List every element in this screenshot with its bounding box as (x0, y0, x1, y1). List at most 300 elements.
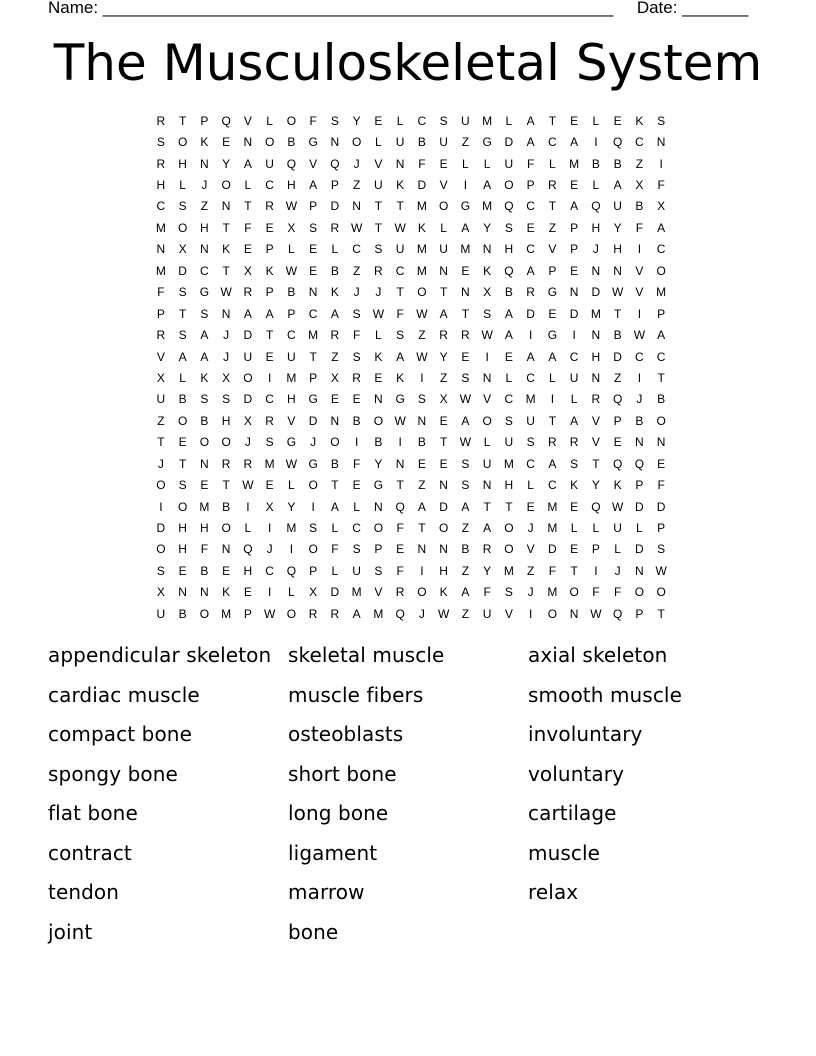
grid-letter: L (505, 370, 513, 385)
grid-letter: Q (395, 606, 405, 621)
grid-letter: O (504, 521, 514, 536)
grid-letter: H (221, 413, 231, 428)
grid-letter: N (591, 263, 601, 278)
grid-letter: Z (635, 156, 644, 171)
grid-letter: G (547, 285, 558, 300)
word-list-item: muscle fibers (288, 682, 424, 707)
grid-letter: C (308, 306, 318, 321)
grid-letter: V (504, 606, 513, 621)
grid-letter: A (461, 413, 470, 428)
grid-letter: O (308, 478, 318, 493)
grid-letter: I (594, 563, 598, 578)
grid-letter: Q (591, 199, 601, 214)
grid-letter: S (156, 135, 165, 150)
grid-row (150, 389, 672, 410)
grid-letter: K (417, 220, 426, 235)
grid-letter: N (330, 413, 340, 428)
grid-letter: H (200, 521, 209, 536)
grid-letter: O (504, 178, 514, 193)
grid-letter: M (416, 199, 427, 214)
grid-letter: T (374, 220, 383, 235)
grid-letter: W (590, 606, 602, 621)
grid-letter: N (200, 156, 209, 171)
grid-letter: H (200, 220, 209, 235)
grid-letter: L (179, 370, 186, 385)
grid-letter: B (461, 542, 470, 557)
grid-letter: O (656, 585, 666, 600)
grid-letter: G (199, 285, 210, 300)
grid-letter: U (395, 135, 405, 150)
grid-letter: L (353, 499, 360, 514)
grid-letter: A (613, 178, 622, 193)
word-list-item: joint (48, 919, 93, 944)
grid-letter: S (178, 199, 187, 214)
grid-letter: Z (331, 349, 339, 364)
grid-letter: T (331, 478, 339, 493)
grid-letter: R (548, 178, 557, 193)
grid-letter: A (483, 521, 492, 536)
grid-letter: U (243, 349, 253, 364)
grid-letter: I (267, 370, 272, 385)
grid-letter: L (288, 478, 295, 493)
grid-letter: X (222, 370, 231, 385)
grid-letter: G (395, 392, 405, 407)
word-list-item: cardiac muscle (48, 682, 200, 707)
grid-letter: U (526, 413, 535, 428)
grid-letter: B (178, 392, 187, 407)
grid-letter: U (439, 135, 448, 150)
grid-letter: N (417, 413, 427, 428)
grid-letter: J (310, 435, 317, 450)
grid-letter: Z (157, 413, 165, 428)
grid-letter: D (439, 499, 448, 514)
grid-letter: E (243, 242, 252, 257)
grid-letter: N (156, 242, 166, 257)
grid-letter: J (375, 285, 382, 300)
grid-letter: E (548, 306, 557, 321)
grid-letter: C (526, 456, 535, 471)
grid-letter: W (242, 478, 254, 493)
grid-letter: D (635, 542, 644, 557)
grid-letter: A (526, 113, 535, 128)
grid-letter: N (635, 435, 644, 450)
grid-letter: N (308, 285, 318, 300)
word-list-item: smooth muscle (528, 682, 682, 707)
grid-letter: R (265, 413, 274, 428)
grid-letter: V (635, 263, 644, 278)
grid-row (150, 453, 672, 474)
grid-letter: X (287, 220, 296, 235)
grid-letter: C (656, 349, 666, 364)
grid-letter: O (156, 542, 166, 557)
grid-letter: Z (439, 370, 448, 385)
grid-letter: W (437, 606, 450, 621)
grid-letter: X (483, 285, 492, 300)
grid-letter: S (657, 542, 666, 557)
grid-letter: I (420, 563, 424, 578)
grid-letter: E (526, 220, 535, 235)
grid-letter: O (286, 606, 297, 621)
grid-letter: U (461, 113, 470, 128)
grid-letter: F (396, 306, 404, 321)
grid-row (150, 196, 672, 217)
grid-letter: I (572, 328, 576, 343)
grid-letter: D (308, 413, 318, 428)
grid-letter: E (352, 392, 361, 407)
grid-letter: I (485, 349, 489, 364)
grid-letter: E (396, 542, 405, 557)
grid-letter: E (570, 542, 579, 557)
grid-letter: N (200, 456, 209, 471)
grid-letter: K (396, 178, 405, 193)
grid-letter: A (570, 135, 579, 150)
grid-letter: M (569, 156, 580, 171)
grid-letter: E (526, 499, 535, 514)
grid-letter: R (330, 220, 340, 235)
grid-letter: C (548, 135, 557, 150)
grid-letter: N (613, 263, 622, 278)
grid-letter: N (439, 542, 448, 557)
grid-letter: X (265, 499, 274, 514)
grid-letter: O (199, 435, 210, 450)
grid-letter: E (374, 113, 383, 128)
grid-letter: C (417, 113, 427, 128)
grid-letter: V (156, 349, 165, 364)
grid-letter: N (569, 285, 579, 300)
grid-letter: N (330, 135, 340, 150)
grid-letter: L (636, 521, 643, 536)
grid-letter: A (178, 349, 187, 364)
grid-letter: V (591, 435, 600, 450)
grid-letter: C (395, 263, 405, 278)
grid-letter: U (287, 349, 296, 364)
grid-letter: O (221, 178, 231, 193)
grid-letter: X (330, 370, 339, 385)
grid-letter: X (156, 585, 165, 600)
grid-letter: J (418, 606, 425, 621)
grid-letter: X (439, 392, 448, 407)
grid-letter: E (178, 435, 187, 450)
grid-letter: L (244, 178, 252, 193)
grid-letter: B (200, 413, 209, 428)
grid-letter: P (657, 306, 666, 321)
grid-letter: N (221, 542, 231, 557)
grid-letter: W (394, 220, 406, 235)
grid-letter: O (438, 521, 449, 536)
grid-letter: P (309, 199, 318, 214)
grid-letter: R (330, 606, 340, 621)
grid-letter: P (570, 242, 579, 257)
grid-letter: E (178, 563, 187, 578)
grid-letter: B (613, 156, 622, 171)
grid-letter: A (526, 135, 535, 150)
grid-letter: S (504, 413, 513, 428)
grid-letter: A (461, 499, 470, 514)
grid-letter: M (221, 606, 232, 621)
grid-letter: O (156, 478, 166, 493)
grid-letter: J (527, 521, 534, 536)
grid-letter: X (243, 263, 252, 278)
grid-letter: W (611, 499, 624, 514)
grid-letter: B (287, 135, 296, 150)
grid-letter: S (352, 306, 361, 321)
grid-letter: C (548, 478, 557, 493)
grid-letter: B (200, 563, 209, 578)
grid-letter: S (309, 220, 318, 235)
grid-letter: Q (286, 156, 297, 171)
grid-row (150, 410, 672, 431)
grid-row (150, 517, 672, 538)
grid-letter: N (374, 392, 383, 407)
grid-letter: A (504, 328, 513, 343)
grid-letter: D (330, 585, 340, 600)
grid-letter: R (308, 606, 318, 621)
grid-letter: U (352, 563, 361, 578)
grid-letter: S (526, 435, 535, 450)
grid-letter: W (285, 199, 298, 214)
grid-letter: P (591, 542, 600, 557)
grid-letter: E (570, 499, 579, 514)
word-list-item: marrow (288, 880, 365, 904)
grid-letter: K (222, 585, 231, 600)
grid-letter: G (308, 135, 318, 150)
grid-letter: C (526, 370, 535, 385)
grid-letter: L (462, 156, 469, 171)
grid-letter: K (439, 585, 448, 600)
grid-letter: C (265, 178, 274, 193)
grid-letter: S (396, 328, 405, 343)
grid-letter: E (330, 392, 339, 407)
word-list-item: flat bone (48, 801, 138, 825)
grid-letter: A (200, 328, 209, 343)
grid-letter: A (243, 306, 252, 321)
grid-letter: E (570, 113, 579, 128)
grid-letter: O (177, 135, 188, 150)
grid-letter: A (526, 263, 535, 278)
grid-letter: Y (222, 156, 231, 171)
grid-letter: R (156, 328, 166, 343)
grid-letter: M (155, 220, 166, 235)
grid-letter: P (156, 306, 165, 321)
grid-letter: R (569, 435, 579, 450)
grid-letter: T (548, 413, 557, 428)
grid-letter: T (222, 263, 230, 278)
grid-letter: H (439, 563, 448, 578)
grid-letter: A (548, 456, 557, 471)
grid-letter: U (482, 456, 492, 471)
grid-letter: A (570, 199, 579, 214)
grid-letter: F (352, 456, 361, 471)
grid-letter: J (266, 542, 273, 557)
grid-letter: M (482, 199, 493, 214)
grid-letter: U (482, 606, 492, 621)
grid-letter: N (439, 478, 448, 493)
grid-letter: P (526, 178, 535, 193)
grid-letter: I (659, 156, 663, 171)
grid-letter: Z (461, 135, 470, 150)
grid-letter: T (570, 563, 578, 578)
grid-letter: S (352, 542, 361, 557)
grid-letter: F (331, 542, 339, 557)
grid-letter: T (222, 220, 230, 235)
grid-letter: T (548, 199, 557, 214)
grid-letter: B (178, 606, 187, 621)
grid-letter: V (287, 413, 296, 428)
grid-letter: V (526, 542, 535, 557)
grid-letter: E (613, 435, 622, 450)
grid-letter: C (635, 135, 644, 150)
grid-letter: L (266, 113, 273, 128)
grid-letter: Z (418, 328, 426, 343)
grid-letter: Y (374, 456, 383, 471)
grid-letter: P (548, 263, 557, 278)
grid-letter: O (417, 285, 427, 300)
grid-letter: S (309, 521, 318, 536)
grid-letter: T (222, 478, 230, 493)
grid-letter: T (418, 521, 426, 536)
grid-letter: P (330, 178, 339, 193)
grid-letter: E (265, 349, 274, 364)
grid-letter: Q (395, 499, 405, 514)
grid-letter: I (289, 542, 294, 557)
grid-letter: A (657, 220, 666, 235)
grid-letter: U (265, 156, 274, 171)
grid-letter: E (265, 220, 274, 235)
grid-letter: L (331, 563, 339, 578)
grid-letter: Z (548, 220, 557, 235)
grid-letter: E (657, 456, 666, 471)
grid-letter: E (265, 478, 274, 493)
grid-letter: Q (243, 542, 253, 557)
grid-letter: S (570, 456, 579, 471)
grid-letter: L (331, 521, 339, 536)
grid-letter: F (526, 156, 535, 171)
grid-letter: L (527, 478, 534, 493)
grid-letter: L (375, 135, 382, 150)
grid-letter: S (352, 349, 361, 364)
grid-letter: E (352, 478, 361, 493)
grid-letter: B (330, 456, 339, 471)
word-list-item: spongy bone (48, 761, 178, 786)
grid-letter: R (439, 328, 448, 343)
grid-letter: J (592, 242, 599, 257)
grid-letter: M (503, 563, 514, 578)
grid-letter: H (613, 242, 622, 257)
grid-letter: E (439, 156, 448, 171)
word-list-item: cartilage (528, 801, 617, 825)
grid-letter: J (614, 563, 621, 578)
grid-letter: M (351, 585, 362, 600)
grid-letter: I (354, 435, 359, 450)
grid-letter: N (221, 306, 231, 321)
grid-letter: R (156, 156, 166, 171)
grid-letter: B (352, 413, 361, 428)
grid-letter: C (569, 349, 579, 364)
grid-letter: O (656, 413, 666, 428)
grid-letter: D (178, 263, 187, 278)
grid-letter: W (372, 306, 385, 321)
grid-letter: P (265, 242, 274, 257)
grid-letter: D (526, 306, 535, 321)
grid-letter: T (439, 285, 448, 300)
grid-letter: E (243, 585, 252, 600)
grid-letter: H (243, 563, 253, 578)
grid-letter: N (417, 542, 427, 557)
grid-letter: O (243, 370, 253, 385)
grid-letter: X (243, 413, 252, 428)
grid-letter: Z (200, 199, 209, 214)
grid-letter: F (483, 585, 491, 600)
grid-row (150, 496, 672, 517)
grid-letter: B (374, 435, 383, 450)
grid-letter: N (569, 606, 579, 621)
grid-letter: F (396, 521, 404, 536)
grid-letter: D (156, 521, 166, 536)
grid-letter: U (439, 242, 448, 257)
grid-letter: I (267, 585, 272, 600)
grid-letter: T (657, 370, 665, 385)
grid-letter: Q (504, 199, 514, 214)
grid-letter: S (504, 220, 513, 235)
grid-letter: E (374, 370, 383, 385)
grid-letter: F (418, 156, 426, 171)
word-list-item: tendon (48, 880, 120, 904)
word-list-item: muscle (528, 840, 601, 865)
grid-letter: T (461, 306, 470, 321)
grid-letter: D (504, 135, 514, 150)
grid-letter: U (613, 199, 622, 214)
grid-letter: I (463, 178, 468, 193)
grid-letter: B (287, 285, 296, 300)
grid-letter: I (637, 242, 642, 257)
grid-letter: R (221, 456, 231, 471)
grid-letter: E (309, 263, 318, 278)
grid-letter: O (417, 585, 427, 600)
grid-letter: K (330, 285, 339, 300)
grid-letter: L (396, 113, 404, 128)
grid-letter: D (591, 285, 601, 300)
grid-letter: M (286, 370, 297, 385)
name-date-header (48, 0, 748, 18)
grid-letter: O (221, 521, 231, 536)
word-list-item: contract (48, 840, 132, 865)
grid-letter: M (155, 263, 166, 278)
grid-letter: L (592, 178, 600, 193)
grid-letter: A (200, 349, 209, 364)
grid-letter: G (482, 135, 492, 150)
word-list-item: compact bone (48, 722, 192, 746)
grid-letter: N (395, 456, 405, 471)
grid-letter: V (548, 242, 557, 257)
grid-letter: L (549, 370, 556, 385)
grid-letter: J (636, 392, 643, 407)
grid-letter: W (285, 263, 298, 278)
grid-row (150, 153, 672, 174)
grid-letter: V (439, 178, 448, 193)
grid-letter: I (637, 370, 642, 385)
grid-letter: Z (613, 370, 622, 385)
grid-letter: A (526, 349, 535, 364)
grid-letter: O (656, 263, 666, 278)
page-title: The Musculoskeletal System (53, 34, 763, 92)
grid-letter: R (243, 456, 253, 471)
grid-letter: V (591, 413, 600, 428)
grid-letter: T (309, 349, 317, 364)
grid-letter: B (504, 285, 513, 300)
grid-letter: M (373, 606, 384, 621)
grid-letter: S (483, 306, 492, 321)
grid-letter: C (156, 199, 166, 214)
